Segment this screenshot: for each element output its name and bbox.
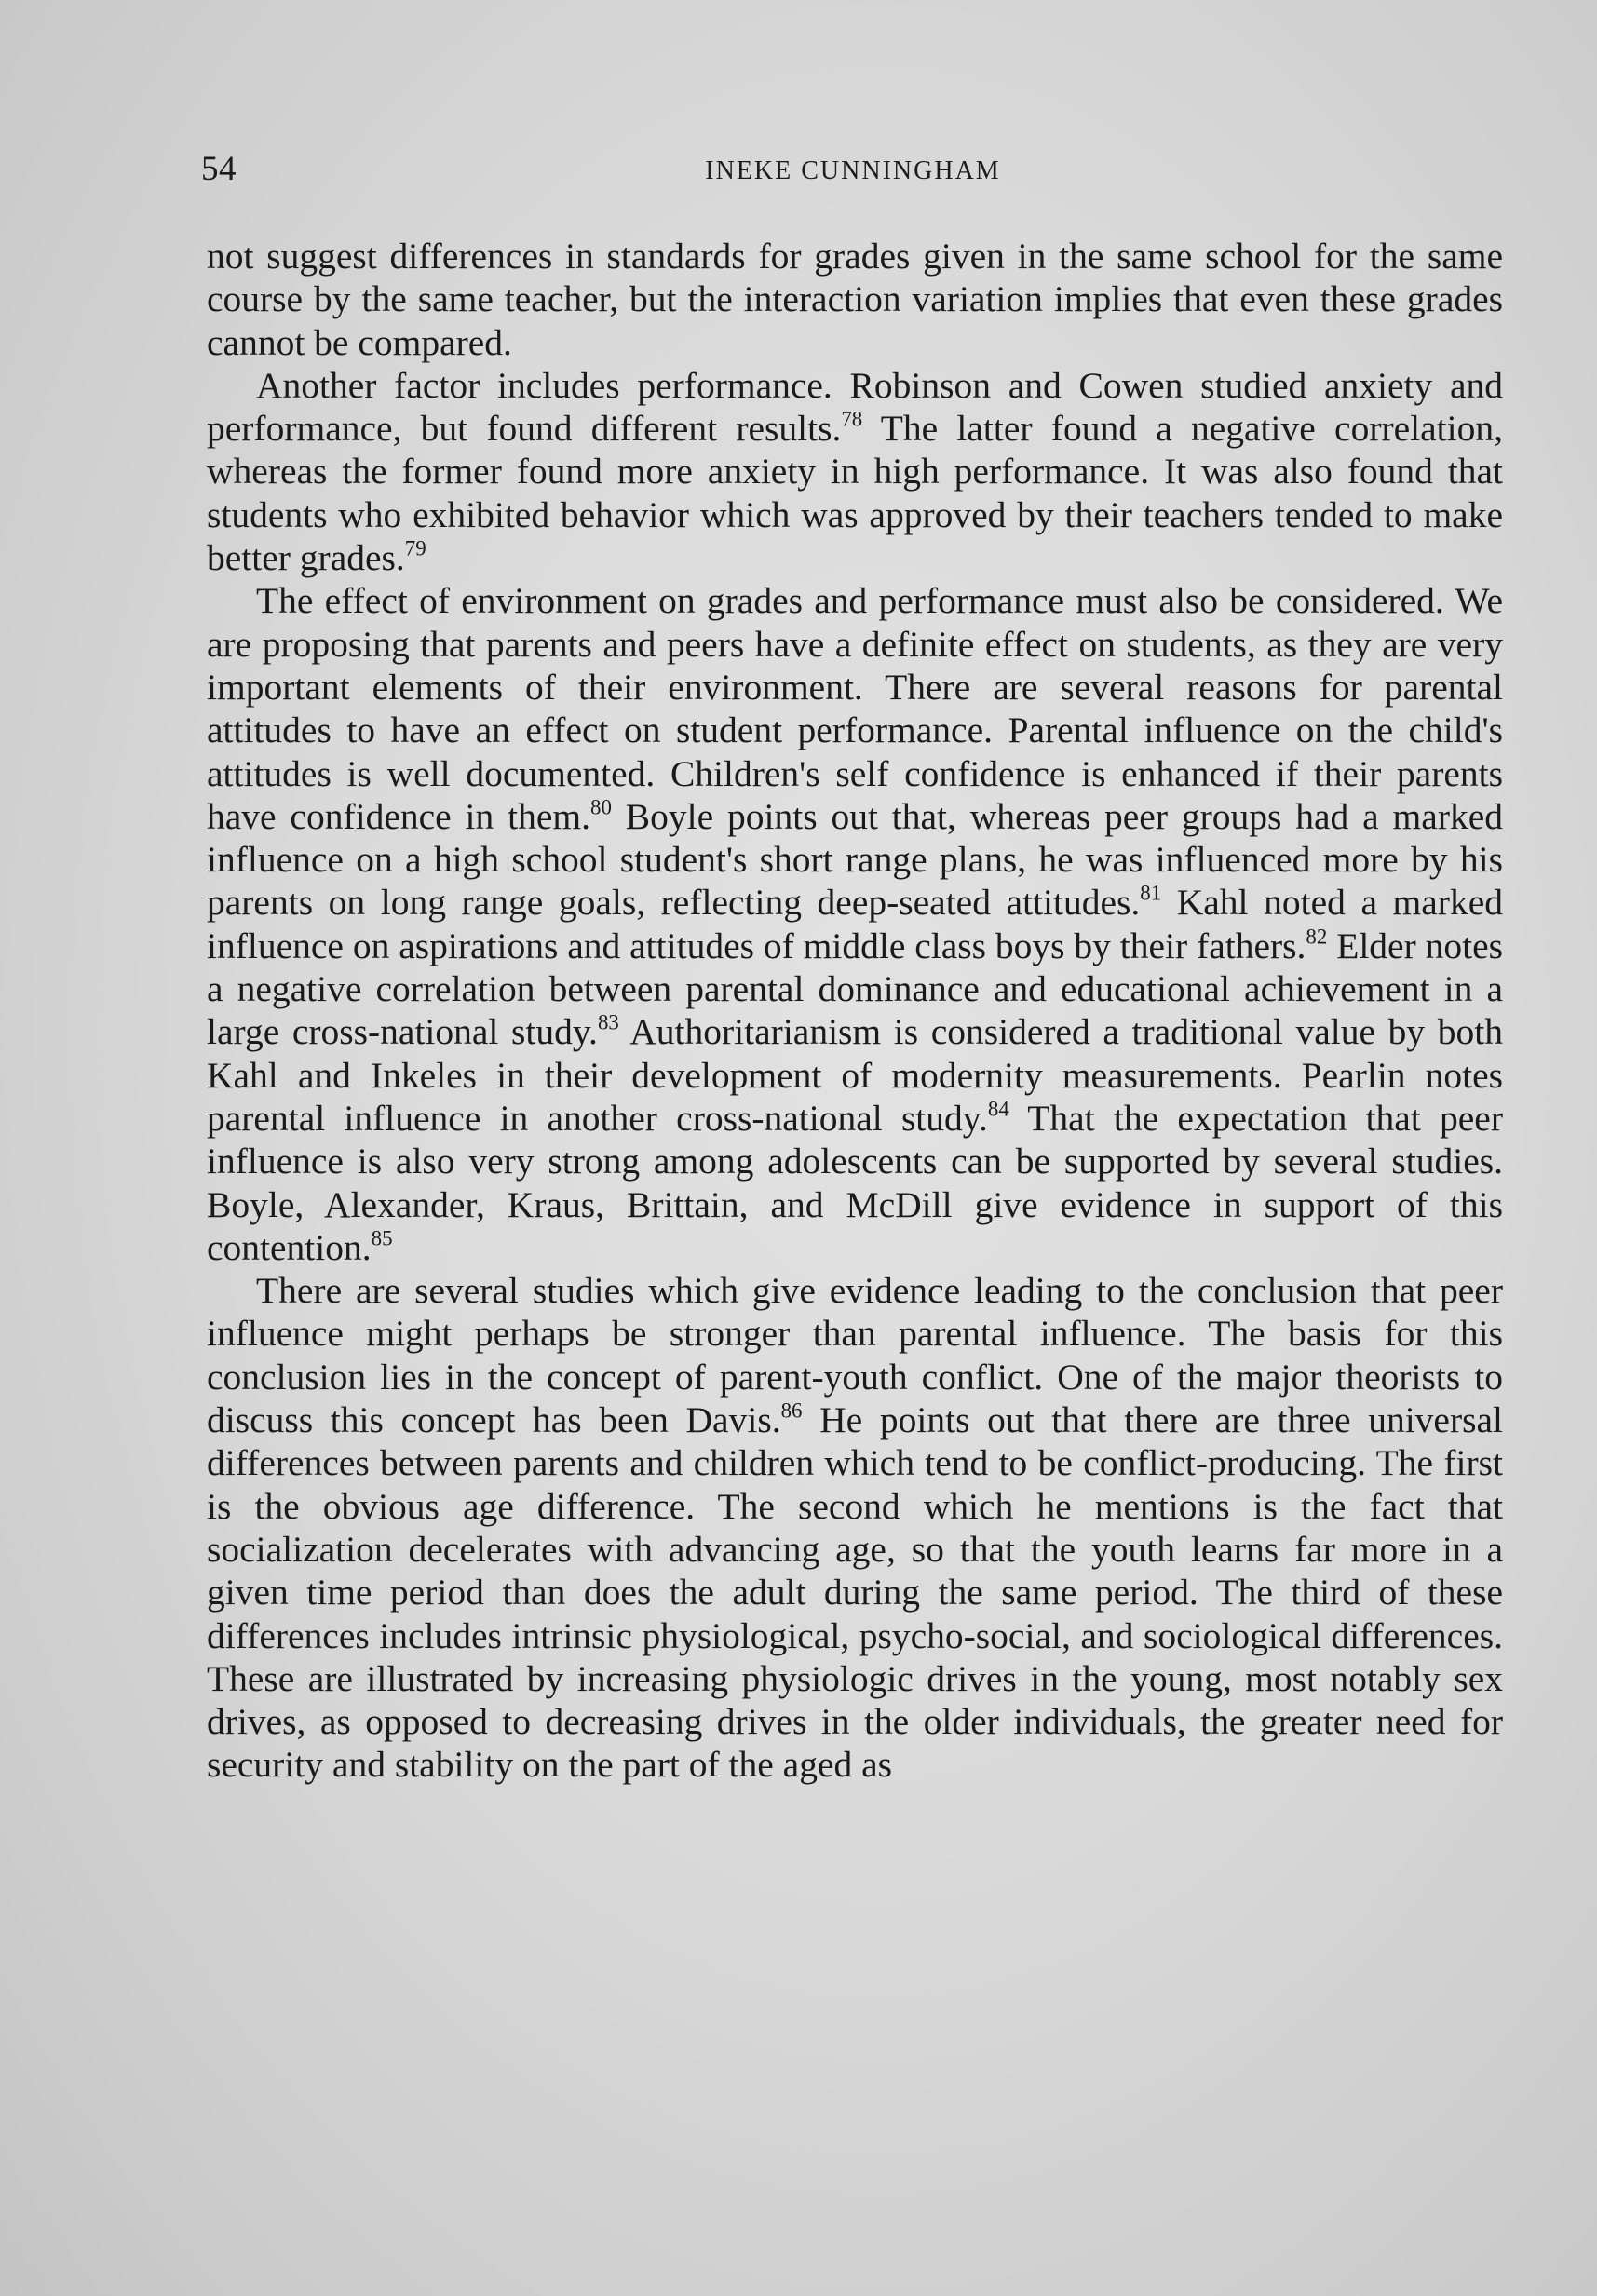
paragraph-text: The latter found a negative correlation, whereas the former found more anxiety in high performance. It was also found that students who exhibited behavior which was approved by their teachers tended to make better grades.: [207, 408, 1503, 579]
footnote-ref: 85: [371, 1226, 393, 1250]
paragraph-text: Another factor includes performance. Robinson and Cowen studied anxiety and performance, but found different results.: [207, 364, 1503, 450]
body-text: [207, 235, 1503, 1787]
footnote-ref: 80: [590, 795, 612, 819]
page-header: [201, 149, 1505, 205]
paragraph-text: Elder notes a negative correlation between parental dominance and educational achievement in a large cross-national study.: [207, 925, 1503, 1053]
paragraph-text: Kahl noted a marked influence on aspirations and attitudes of middle class boys by their fathers.: [207, 882, 1503, 966]
paragraph: [207, 235, 1503, 364]
paragraph-text: Boyle points out that, whereas peer groups had a marked influence on a high school student's short range plans, he was influenced more by his parents on long range goals, reflecting deep-seated attitudes.: [207, 795, 1503, 924]
page-number: 54: [201, 150, 237, 188]
footnote-ref: 86: [780, 1398, 803, 1423]
footnote-ref: 83: [597, 1010, 619, 1034]
paragraph-text: not suggest differences in standards for grades given in the same school for the same course by the same teacher, but the interaction variation implies that even these grades cannot be compared.: [207, 236, 1503, 363]
paragraph: [207, 364, 1503, 579]
footnote-ref: 78: [841, 407, 863, 431]
paragraph: [207, 1269, 1503, 1787]
paragraph: [207, 579, 1503, 1269]
footnote-ref: 82: [1306, 925, 1328, 949]
footnote-ref: 79: [404, 536, 426, 560]
paragraph-text: The effect of environment on grades and performance must also be considered. We are proposing that parents and peers have a definite effect on students, as they are very important elements of their environment. There are several reasons for parental attitudes to have an effect on student performance. Parental influence on the child's attitudes is well documented. Children's self confidence is enhanced if their parents have confidence in them.: [207, 580, 1503, 837]
running-head: INEKE CUNNINGHAM: [705, 156, 1001, 185]
paragraph-text: There are several studies which give evidence leading to the conclusion that peer influence might perhaps be stronger than parental influence. The basis for this conclusion lies in the concept of parent-youth conflict. One of the major theorists to discuss this concept has been Davis.: [207, 1270, 1503, 1441]
footnote-ref: 84: [987, 1097, 1009, 1121]
paragraph-text: He points out that there are three universal differences between parents and children which tend to be conflict-producing. The first is the obvious age difference. The second which he mentions is the fact that socialization decelerates with advancing age, so that the youth learns far more in a given time period than does the adult during the same period. The third of these differences includes intrinsic physiological, psycho-social, and sociological differences. These are illustrated by increasing physiologic drives in the young, most notably sex drives, as opposed to decreasing drives in the older individuals, the greater need for security and stability on the part of the aged as: [207, 1399, 1503, 1786]
paragraph-text: Authoritarianism is considered a traditional value by both Kahl and Inkeles in their development of modernity measurements. Pearlin notes parental influence in another cross-national study.: [207, 1011, 1503, 1139]
footnote-ref: 81: [1140, 881, 1162, 905]
paragraph-text: That the expectation that peer influence is also very strong among adolescents can be supported by several studies. Boyle, Alexander, Kraus, Brittain, and McDill give evidence in support of this contention.: [207, 1097, 1503, 1268]
